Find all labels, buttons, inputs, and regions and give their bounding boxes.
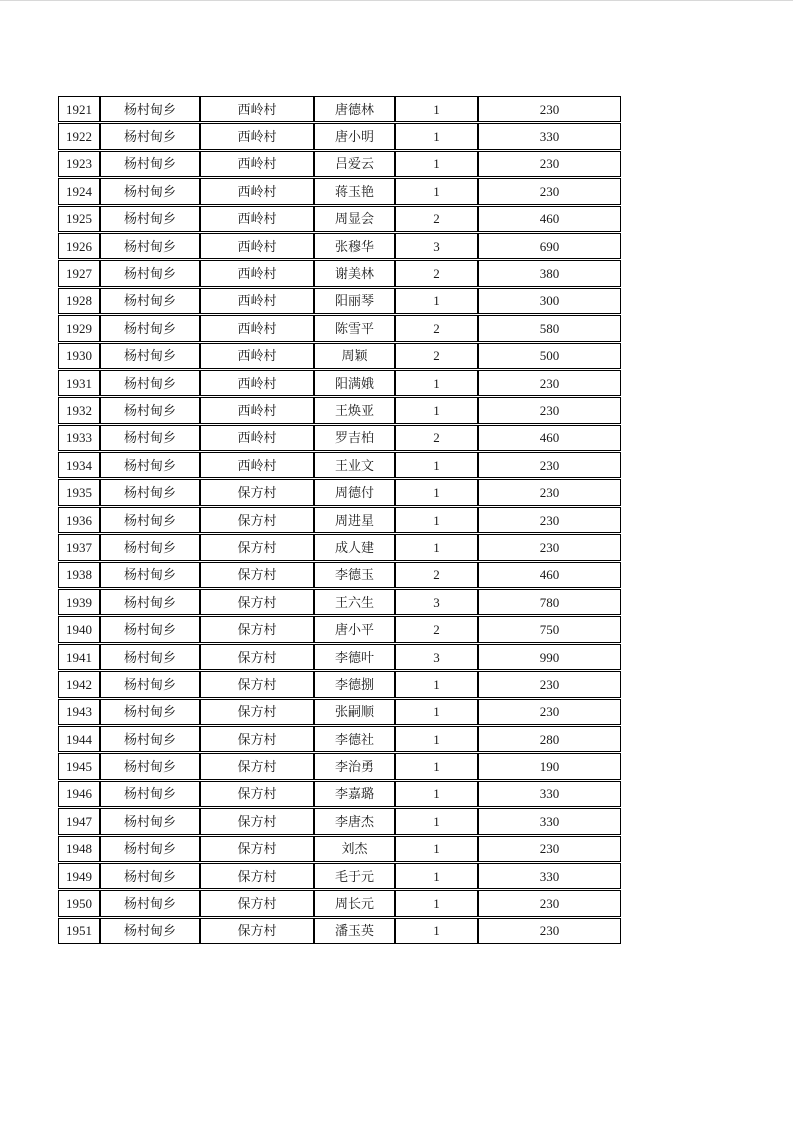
cell-serial: 1934: [58, 452, 100, 478]
cell-name: 陈雪平: [314, 315, 395, 341]
table-row: [58, 890, 621, 916]
cell-serial: 1943: [58, 699, 100, 725]
cell-name: 周德付: [314, 479, 395, 505]
cell-name: 阳丽琴: [314, 288, 395, 314]
table-row: [58, 343, 621, 369]
cell-name: 成人建: [314, 534, 395, 560]
table-body: [58, 96, 621, 944]
cell-township: 杨村甸乡: [100, 589, 200, 615]
cell-serial: 1921: [58, 96, 100, 122]
cell-name: 张嗣顺: [314, 699, 395, 725]
cell-quantity: 2: [395, 425, 478, 451]
table-row: [58, 589, 621, 615]
cell-township: 杨村甸乡: [100, 507, 200, 533]
cell-amount: 230: [478, 836, 621, 862]
cell-township: 杨村甸乡: [100, 370, 200, 396]
cell-amount: 460: [478, 562, 621, 588]
cell-name: 阳满娥: [314, 370, 395, 396]
cell-serial: 1931: [58, 370, 100, 396]
cell-township: 杨村甸乡: [100, 890, 200, 916]
cell-village: 保方村: [200, 890, 314, 916]
cell-amount: 230: [478, 96, 621, 122]
cell-village: 保方村: [200, 671, 314, 697]
cell-quantity: 1: [395, 726, 478, 752]
table-row: [58, 753, 621, 779]
page-top-edge-line: [0, 0, 793, 1]
cell-township: 杨村甸乡: [100, 699, 200, 725]
cell-amount: 330: [478, 781, 621, 807]
cell-village: 西岭村: [200, 233, 314, 259]
cell-amount: 230: [478, 370, 621, 396]
cell-amount: 300: [478, 288, 621, 314]
cell-quantity: 1: [395, 753, 478, 779]
cell-amount: 230: [478, 452, 621, 478]
cell-serial: 1936: [58, 507, 100, 533]
cell-village: 西岭村: [200, 288, 314, 314]
table-row: [58, 151, 621, 177]
table-row: [58, 178, 621, 204]
cell-amount: 690: [478, 233, 621, 259]
cell-amount: 280: [478, 726, 621, 752]
cell-name: 李德叶: [314, 644, 395, 670]
table-row: [58, 836, 621, 862]
cell-amount: 500: [478, 343, 621, 369]
cell-quantity: 1: [395, 452, 478, 478]
table-row: [58, 616, 621, 642]
cell-quantity: 3: [395, 644, 478, 670]
table-row: [58, 699, 621, 725]
cell-serial: 1949: [58, 863, 100, 889]
cell-amount: 330: [478, 123, 621, 149]
cell-name: 李治勇: [314, 753, 395, 779]
cell-name: 毛于元: [314, 863, 395, 889]
cell-amount: 230: [478, 890, 621, 916]
table-row: [58, 562, 621, 588]
cell-township: 杨村甸乡: [100, 425, 200, 451]
table-row: [58, 260, 621, 286]
cell-quantity: 1: [395, 671, 478, 697]
cell-serial: 1951: [58, 918, 100, 944]
cell-serial: 1923: [58, 151, 100, 177]
cell-serial: 1945: [58, 753, 100, 779]
table-row: [58, 370, 621, 396]
cell-village: 保方村: [200, 863, 314, 889]
cell-quantity: 1: [395, 863, 478, 889]
cell-township: 杨村甸乡: [100, 534, 200, 560]
cell-name: 张穆华: [314, 233, 395, 259]
cell-township: 杨村甸乡: [100, 452, 200, 478]
cell-amount: 230: [478, 397, 621, 423]
cell-village: 西岭村: [200, 178, 314, 204]
cell-serial: 1932: [58, 397, 100, 423]
cell-amount: 230: [478, 151, 621, 177]
cell-quantity: 1: [395, 96, 478, 122]
cell-serial: 1948: [58, 836, 100, 862]
cell-amount: 230: [478, 671, 621, 697]
table-row: [58, 671, 621, 697]
cell-village: 保方村: [200, 781, 314, 807]
cell-township: 杨村甸乡: [100, 315, 200, 341]
cell-serial: 1946: [58, 781, 100, 807]
cell-township: 杨村甸乡: [100, 671, 200, 697]
cell-amount: 780: [478, 589, 621, 615]
cell-village: 西岭村: [200, 151, 314, 177]
cell-township: 杨村甸乡: [100, 479, 200, 505]
cell-village: 保方村: [200, 616, 314, 642]
cell-amount: 230: [478, 507, 621, 533]
cell-quantity: 1: [395, 699, 478, 725]
cell-township: 杨村甸乡: [100, 562, 200, 588]
cell-township: 杨村甸乡: [100, 178, 200, 204]
cell-village: 保方村: [200, 644, 314, 670]
cell-quantity: 2: [395, 562, 478, 588]
cell-quantity: 1: [395, 808, 478, 834]
cell-serial: 1926: [58, 233, 100, 259]
table-row: [58, 233, 621, 259]
cell-village: 西岭村: [200, 123, 314, 149]
table-row: [58, 452, 621, 478]
table-row: [58, 397, 621, 423]
cell-amount: 230: [478, 178, 621, 204]
cell-quantity: 1: [395, 151, 478, 177]
cell-quantity: 3: [395, 589, 478, 615]
cell-amount: 330: [478, 863, 621, 889]
cell-amount: 990: [478, 644, 621, 670]
cell-amount: 230: [478, 534, 621, 560]
cell-quantity: 1: [395, 178, 478, 204]
cell-quantity: 1: [395, 534, 478, 560]
cell-township: 杨村甸乡: [100, 206, 200, 232]
cell-village: 保方村: [200, 534, 314, 560]
cell-township: 杨村甸乡: [100, 343, 200, 369]
table-row: [58, 206, 621, 232]
subsidy-roster-table: [58, 95, 621, 945]
table-row: [58, 479, 621, 505]
cell-village: 西岭村: [200, 96, 314, 122]
cell-name: 周颖: [314, 343, 395, 369]
cell-amount: 230: [478, 918, 621, 944]
cell-serial: 1950: [58, 890, 100, 916]
cell-name: 周长元: [314, 890, 395, 916]
cell-name: 潘玉英: [314, 918, 395, 944]
cell-quantity: 2: [395, 343, 478, 369]
cell-name: 王焕亚: [314, 397, 395, 423]
cell-township: 杨村甸乡: [100, 781, 200, 807]
table-row: [58, 808, 621, 834]
cell-quantity: 1: [395, 918, 478, 944]
cell-name: 谢美林: [314, 260, 395, 286]
cell-village: 西岭村: [200, 425, 314, 451]
cell-name: 王业文: [314, 452, 395, 478]
cell-quantity: 2: [395, 206, 478, 232]
cell-quantity: 3: [395, 233, 478, 259]
cell-village: 保方村: [200, 753, 314, 779]
cell-village: 保方村: [200, 507, 314, 533]
cell-quantity: 2: [395, 315, 478, 341]
cell-village: 西岭村: [200, 370, 314, 396]
cell-village: 西岭村: [200, 452, 314, 478]
cell-township: 杨村甸乡: [100, 397, 200, 423]
table-row: [58, 123, 621, 149]
cell-serial: 1927: [58, 260, 100, 286]
cell-name: 吕爱云: [314, 151, 395, 177]
cell-quantity: 1: [395, 123, 478, 149]
table-row: [58, 315, 621, 341]
cell-township: 杨村甸乡: [100, 644, 200, 670]
cell-name: 周进星: [314, 507, 395, 533]
cell-village: 保方村: [200, 562, 314, 588]
cell-township: 杨村甸乡: [100, 863, 200, 889]
table-row: [58, 288, 621, 314]
cell-amount: 750: [478, 616, 621, 642]
cell-name: 周显会: [314, 206, 395, 232]
table-row: [58, 918, 621, 944]
cell-serial: 1947: [58, 808, 100, 834]
cell-serial: 1929: [58, 315, 100, 341]
cell-serial: 1922: [58, 123, 100, 149]
cell-name: 李唐杰: [314, 808, 395, 834]
table-row: [58, 507, 621, 533]
table-row: [58, 781, 621, 807]
table-row: [58, 96, 621, 122]
cell-serial: 1928: [58, 288, 100, 314]
cell-township: 杨村甸乡: [100, 808, 200, 834]
cell-village: 保方村: [200, 836, 314, 862]
cell-quantity: 1: [395, 890, 478, 916]
cell-amount: 380: [478, 260, 621, 286]
cell-village: 保方村: [200, 699, 314, 725]
cell-name: 罗吉柏: [314, 425, 395, 451]
cell-township: 杨村甸乡: [100, 260, 200, 286]
cell-township: 杨村甸乡: [100, 151, 200, 177]
cell-serial: 1924: [58, 178, 100, 204]
cell-village: 西岭村: [200, 397, 314, 423]
cell-name: 唐德林: [314, 96, 395, 122]
cell-village: 西岭村: [200, 343, 314, 369]
cell-quantity: 1: [395, 397, 478, 423]
cell-township: 杨村甸乡: [100, 726, 200, 752]
cell-quantity: 1: [395, 288, 478, 314]
table-row: [58, 644, 621, 670]
cell-township: 杨村甸乡: [100, 233, 200, 259]
cell-quantity: 2: [395, 616, 478, 642]
cell-village: 保方村: [200, 808, 314, 834]
cell-name: 李德捌: [314, 671, 395, 697]
table-row: [58, 863, 621, 889]
cell-name: 唐小平: [314, 616, 395, 642]
cell-amount: 330: [478, 808, 621, 834]
cell-amount: 230: [478, 479, 621, 505]
cell-name: 刘杰: [314, 836, 395, 862]
cell-amount: 460: [478, 206, 621, 232]
cell-village: 保方村: [200, 918, 314, 944]
cell-serial: 1938: [58, 562, 100, 588]
cell-name: 李嘉璐: [314, 781, 395, 807]
cell-amount: 230: [478, 699, 621, 725]
table-row: [58, 425, 621, 451]
cell-serial: 1942: [58, 671, 100, 697]
cell-township: 杨村甸乡: [100, 288, 200, 314]
cell-name: 李德玉: [314, 562, 395, 588]
cell-name: 唐小明: [314, 123, 395, 149]
cell-village: 保方村: [200, 479, 314, 505]
table-row: [58, 534, 621, 560]
cell-serial: 1940: [58, 616, 100, 642]
cell-township: 杨村甸乡: [100, 96, 200, 122]
cell-village: 保方村: [200, 726, 314, 752]
cell-serial: 1930: [58, 343, 100, 369]
cell-name: 蒋玉艳: [314, 178, 395, 204]
cell-quantity: 1: [395, 370, 478, 396]
cell-quantity: 2: [395, 260, 478, 286]
cell-quantity: 1: [395, 836, 478, 862]
cell-village: 保方村: [200, 589, 314, 615]
cell-amount: 460: [478, 425, 621, 451]
cell-village: 西岭村: [200, 260, 314, 286]
cell-quantity: 1: [395, 479, 478, 505]
cell-village: 西岭村: [200, 315, 314, 341]
cell-serial: 1935: [58, 479, 100, 505]
cell-name: 王六生: [314, 589, 395, 615]
cell-township: 杨村甸乡: [100, 836, 200, 862]
cell-serial: 1933: [58, 425, 100, 451]
cell-township: 杨村甸乡: [100, 123, 200, 149]
cell-quantity: 1: [395, 781, 478, 807]
cell-township: 杨村甸乡: [100, 918, 200, 944]
table-row: [58, 726, 621, 752]
cell-township: 杨村甸乡: [100, 753, 200, 779]
cell-village: 西岭村: [200, 206, 314, 232]
cell-serial: 1944: [58, 726, 100, 752]
cell-serial: 1939: [58, 589, 100, 615]
cell-serial: 1937: [58, 534, 100, 560]
cell-quantity: 1: [395, 507, 478, 533]
cell-amount: 580: [478, 315, 621, 341]
cell-serial: 1925: [58, 206, 100, 232]
cell-township: 杨村甸乡: [100, 616, 200, 642]
cell-amount: 190: [478, 753, 621, 779]
cell-name: 李德社: [314, 726, 395, 752]
cell-serial: 1941: [58, 644, 100, 670]
